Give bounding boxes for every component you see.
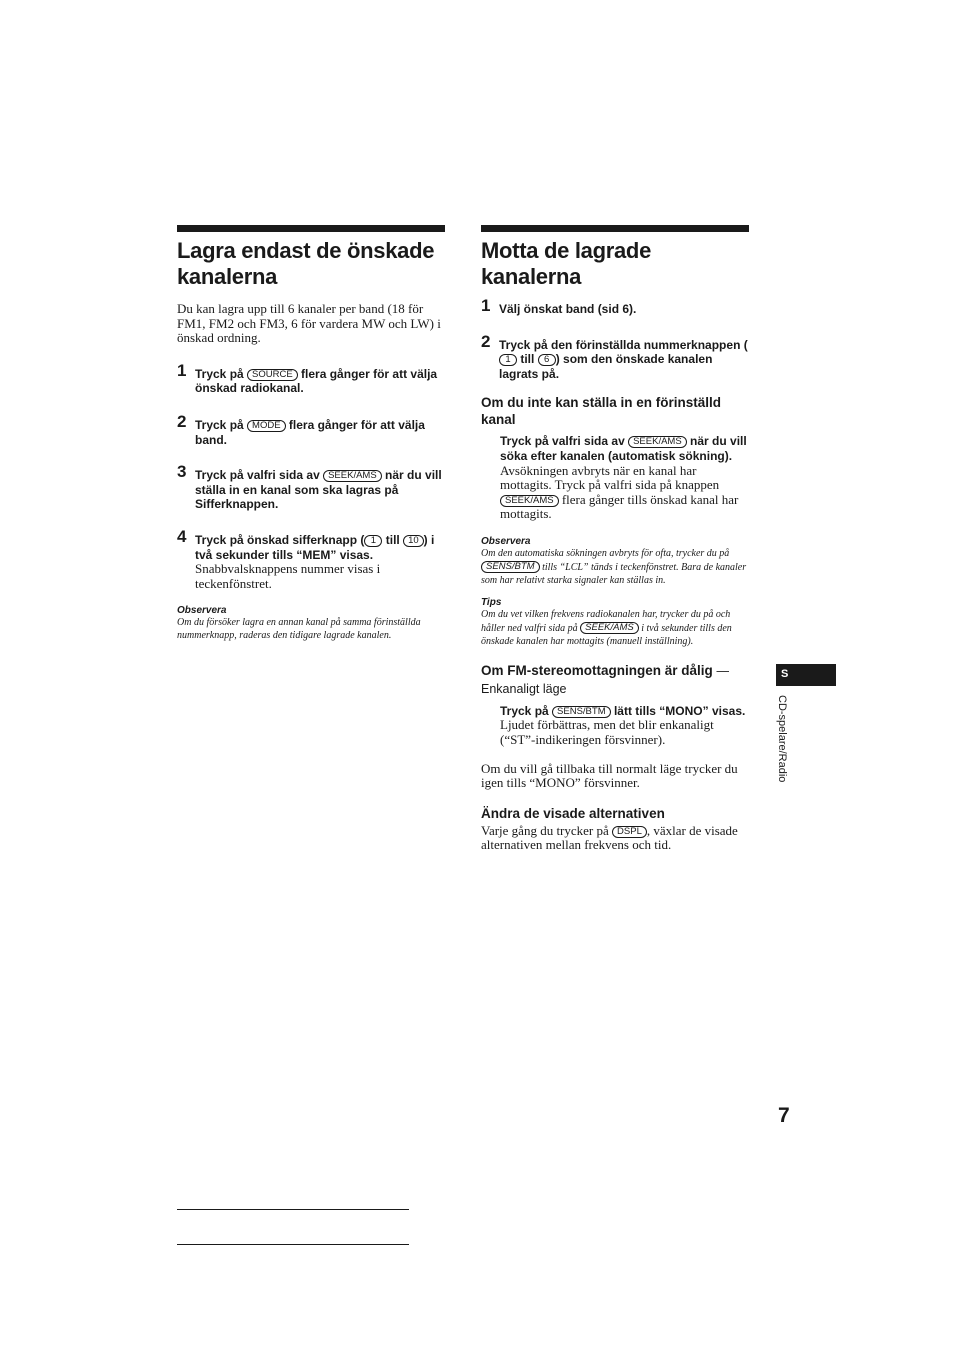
heading-display: Ändra de visade alternativen [481,805,665,821]
heading-manual-preset: Om du inte kan ställa in en förinställd kanal [481,395,722,428]
manual-preset-block [481,434,749,522]
note-heading: Observera [481,535,531,547]
step-text: till [520,352,535,367]
number-key-1: 1 [499,354,517,366]
heading-text: Om FM-stereomottagningen är dålig [481,662,713,678]
note-text: Om den automatiska sökningen avbryts för ofta, trycker du på [481,547,730,559]
heading-subtitle: — Enkanaligt läge [481,663,730,696]
heading-fm-stereo [481,662,749,698]
language-tab [776,664,836,686]
seek-ams-key: SEEK/AMS [580,622,639,634]
body-text: Ljudet förbättras, men det blir enkanaligt (“ST”-indikeringen försvinner). [500,717,714,747]
step-text: Tryck på valfri sida av [195,468,320,483]
step-text: när du vill ställa in en kanal som ska lagras på Sifferknappen. [195,468,442,512]
body-text: Varje gång du trycker på [481,822,609,838]
step-body: Snabbvalsknappens nummer visas i teckenfönstret. [195,561,381,591]
display-text [481,824,749,853]
step-text: Välj önskat band (sid 6). [499,302,637,316]
seek-ams-key: SEEK/AMS [323,470,382,482]
step-text: Tryck på [500,703,549,718]
left-intro: Du kan lagra upp till 6 kanaler per band (18 för FM1, FM2 och FM3, 6 för vardera MW och LW) i önskad ordning. [177,301,441,346]
step-number: 3 [177,462,187,482]
right-step-1 [481,296,749,317]
body-text: , växlar de visade alternativen mellan frekvens och tid. [481,822,738,853]
step-text: Tryck på [195,417,244,432]
right-column [481,225,749,853]
step-text: Tryck på valfri sida av [500,434,625,449]
step-text: ) som den önskade kanalen lagrats på. [499,352,713,381]
left-step-4 [177,526,445,591]
sens-btm-key: SENS/BTM [552,706,611,718]
number-key-1: 1 [364,535,382,547]
footer-line [177,1244,409,1245]
body-text: Avsökningen avbryts när en kanal har mottagits. Tryck på valfri sida på knappen [500,462,720,493]
dspl-key: DSPL [612,826,647,838]
section-rule [481,225,749,232]
mode-key: MODE [247,420,286,432]
step-text: till [385,532,400,547]
body-text: Om du vill gå tillbaka till normalt läge trycker du igen tills “MONO” försvinner. [481,760,738,791]
step-text: ) i två sekunder tills “MEM” visas. [195,532,435,562]
step-number: 1 [481,296,491,315]
step-number: 4 [177,526,187,546]
step-text: Tryck på [195,366,244,381]
left-column [177,225,445,643]
note-text: Om du försöker lagra en annan kanal på samma förinställda nummerknapp, raderas den tidigare lagrade kanalen. [177,617,421,642]
seek-ams-key: SEEK/AMS [500,495,559,507]
page-number: 7 [778,1104,790,1127]
source-key: SOURCE [247,369,298,381]
step-text: flera gånger för att välja önskad radiokanal. [195,366,438,396]
section-side-label: CD-spelare/Radio [776,695,788,783]
fm-stereo-block [481,704,749,748]
note-text: tills “LCL” tänds i teckenfönstret. Bara de kanaler som har relativt starka signaler kan ställas in. [481,561,747,586]
note-text: Om du vet vilken frekvens radiokanalen har, trycker du på och håller ned valfri sida på [481,609,731,635]
note-heading: Tips [481,597,502,609]
note-heading: Observera [177,605,227,617]
left-step-1 [177,360,445,396]
number-key-10: 10 [403,535,424,547]
seek-ams-key: SEEK/AMS [628,436,687,448]
step-number: 2 [481,331,491,351]
step-number: 1 [177,360,187,380]
left-note [177,605,445,643]
left-step-3 [177,462,445,512]
right-note-observera [481,536,749,587]
sens-btm-key: SENS/BTM [481,561,540,573]
step-text: Tryck på den förinställda nummerknappen ( [499,337,748,352]
step-text: Tryck på önskad sifferknapp ( [195,532,365,547]
left-title: Lagra endast de önskade kanalerna [177,238,435,289]
step-text: när du vill söka efter kanalen (automatisk sökning). [500,434,747,463]
step-number: 2 [177,411,187,431]
right-title: Motta de lagrade kanalerna [481,238,652,289]
language-tab-label: S [781,668,789,680]
right-step-2 [481,331,749,382]
section-rule [177,225,445,232]
note-text: i två sekunder tills den önskade kanalen har mottagits (manuell inställning). [481,623,732,647]
footer-line [177,1209,409,1210]
step-text: lätt tills “MONO” visas. [613,703,746,718]
number-key-6: 6 [538,354,556,366]
left-step-2 [177,411,445,447]
step-text: flera gånger för att välja band. [195,417,425,447]
body-text: flera gånger tills önskad kanal har mottagits. [500,491,739,522]
right-note-tips [481,597,749,648]
